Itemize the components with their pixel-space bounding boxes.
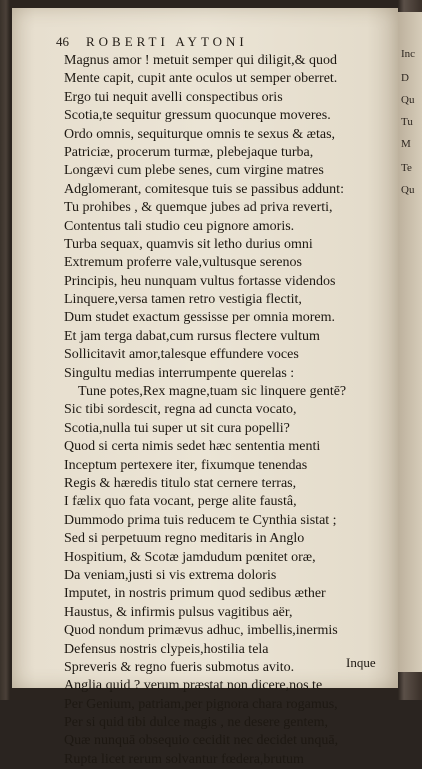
verse-line: Singultu medias interrumpente querelas : xyxy=(64,365,295,381)
facing-page-fragment: D xyxy=(401,72,409,84)
verse-line: Quod nondum primævus adhuc, imbellis,inermis xyxy=(64,623,338,639)
verse-line: Rupta licet rerum solvantur fœdera,brutum xyxy=(64,751,304,767)
page-header xyxy=(56,34,386,50)
facing-page-fragment: Qu xyxy=(401,94,415,106)
verse-line: Ergo tui nequit avelli conspectibus oris xyxy=(64,89,283,105)
verse-line: Sollicitavit amor,talesque effundere voces xyxy=(64,347,299,363)
verse-line: Sic tibi sordescit, regna ad cuncta vocato, xyxy=(64,402,297,418)
verse-line: Tu prohibes , & quemque jubes ad priva reverti, xyxy=(64,200,333,216)
poem-text xyxy=(64,52,386,769)
verse-line: Defensus nostris clypeis,hostilia tela xyxy=(64,641,269,657)
verse-line: Contentus tali studio ceu pignore amoris. xyxy=(64,218,295,234)
facing-page-fragment: Inc xyxy=(401,48,416,60)
verse-line: Turba sequax, quamvis sit letho durius omni xyxy=(64,236,313,252)
facing-page-fragment: M xyxy=(401,138,411,150)
verse-line: Ordo omnis, sequiturque omnis te sexus & ætas, xyxy=(64,126,336,142)
verse-line: Linquere,versa tamen retro vestigia flectit, xyxy=(64,292,302,308)
verse-line: Anglia quid ? verum præstat non dicere,nos te xyxy=(64,678,323,694)
verse-line: Per si quid tibi dulce magis , ne desere gentem, xyxy=(64,715,328,731)
verse-line: Longævi cum plebe senes, cum virgine matres xyxy=(64,163,324,179)
running-head: ROBERTI AYTONI xyxy=(86,34,248,49)
facing-page-fragment: Te xyxy=(401,162,412,174)
catchword: Inque xyxy=(346,655,376,670)
verse-line: Mente capit, cupit ante oculos ut semper oberret. xyxy=(64,71,338,87)
facing-page-fragment: Tu xyxy=(401,116,413,128)
verse-line: Dummodo prima tuis reducem te Cynthia sistat ; xyxy=(64,512,337,528)
verse-line: Da veniam,justi si vis extrema doloris xyxy=(64,567,277,583)
book-page xyxy=(12,8,398,767)
verse-line: Scotia,te sequitur gressum quocunque moveres. xyxy=(64,108,331,124)
verse-line: Tune potes,Rex magne,tuam sic linquere gentē? xyxy=(78,384,347,400)
verse-line: Extremum proferre vale,vultusque serenos xyxy=(64,255,302,271)
verse-line: Principis, heu nunquam vultus fortasse videndos xyxy=(64,273,336,289)
verse-line: Haustus, & infirmis pulsus vagitibus aër, xyxy=(64,604,293,620)
verse-line: Adglomerant, comitesque tuis se passibus addunt: xyxy=(64,181,344,197)
verse-line: Quæ nunquā obsequio cecidit nec decidet unquā, xyxy=(64,733,339,749)
verse-line: Per Genium, patriam,per pignora chara rogamus, xyxy=(64,696,338,712)
verse-line: Magnus amor ! metuit semper qui diligit,& quod xyxy=(64,53,337,68)
verse-line: Sed si perpetuum regno meditaris in Anglo xyxy=(64,531,305,547)
verse-line: Hospitium, & Scotæ jamdudum pœnitet oræ, xyxy=(64,549,316,565)
verse-line: Scotia,nulla tui super ut sit cura popelli? xyxy=(64,420,290,436)
verse-line: Spreveris & regno fueris submotus avito. xyxy=(64,659,295,675)
verse-line: Imputet, in nostris primum quod sedibus æther xyxy=(64,586,326,602)
verse-line: Inceptum pertexere iter, fixumque tenendas xyxy=(64,457,308,473)
facing-page-edge xyxy=(398,12,422,672)
verse-line: Dum studet exactum gessisse per omnia morem. xyxy=(64,310,335,326)
verse-line: Patriciæ, procerum turmæ, plebejaque turba, xyxy=(64,144,314,160)
page-number: 46 xyxy=(56,34,69,49)
verse-line: Et jam terga dabat,cum rursus flectere vultum xyxy=(64,328,320,344)
verse-line: Quod si certa nimis sedet hæc sententia menti xyxy=(64,439,321,455)
verse-line: Regis & hæredis titulo stat cernere terras, xyxy=(64,475,297,491)
facing-page-fragment: Qu xyxy=(401,184,415,196)
verse-line: I fælix quo fata vocant, perge alite faustâ, xyxy=(64,494,297,510)
